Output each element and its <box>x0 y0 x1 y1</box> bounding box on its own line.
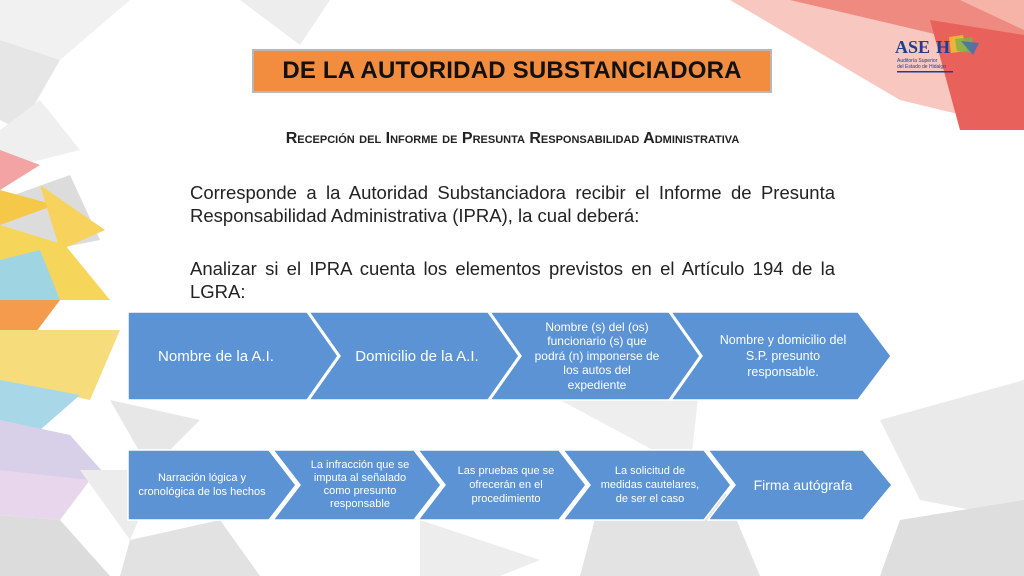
process-step-6-label: La infracción que se imputa al señalado como presunto responsable <box>310 459 410 510</box>
page-title: DE LA AUTORIDAD SUBSTANCIADORA <box>282 57 742 84</box>
process-step-5-label: Narración lógica y cronológica de los hechos <box>138 472 266 498</box>
process-step-9 <box>707 449 893 521</box>
svg-text:ASE: ASE <box>895 37 931 57</box>
title-banner <box>252 49 772 93</box>
process-step-4-label: Nombre y domicilio del S.P. presunto responsable. <box>719 333 847 379</box>
process-step-9-label: Firma autógrafa <box>753 476 853 493</box>
process-step-2-label: Domicilio de la A.I. <box>355 347 479 365</box>
svg-text:H: H <box>936 37 951 57</box>
process-step-1-label: Nombre de la A.I. <box>158 347 274 365</box>
logo-line1: Auditoría Superior <box>897 58 938 64</box>
aseh-logo <box>893 33 989 77</box>
page-subtitle: Recepción del Informe de Presunta Responsabilidad Administrativa <box>285 130 740 147</box>
process-step-8-label: La solicitud de medidas cautelares, de ser el caso <box>600 465 700 505</box>
analysis-paragraph: Analizar si el IPRA cuenta los elementos previstos en el Artículo 194 de la LGRA: <box>190 258 835 302</box>
process-step-3-label: Nombre (s) del (os) funcionario (s) que podrá (n) imponerse de los autos del expediente <box>534 319 660 392</box>
process-step-7-label: Las pruebas que se ofrecerán en el procedimiento <box>457 465 555 505</box>
process-step-4 <box>670 311 892 401</box>
intro-paragraph: Corresponde a la Autoridad Substanciadora recibir el Informe de Presunta Responsabilidad Administrativa (IPRA), la cual deberá: <box>190 182 835 226</box>
logo-line2: del Estado de Hidalgo <box>897 64 946 70</box>
